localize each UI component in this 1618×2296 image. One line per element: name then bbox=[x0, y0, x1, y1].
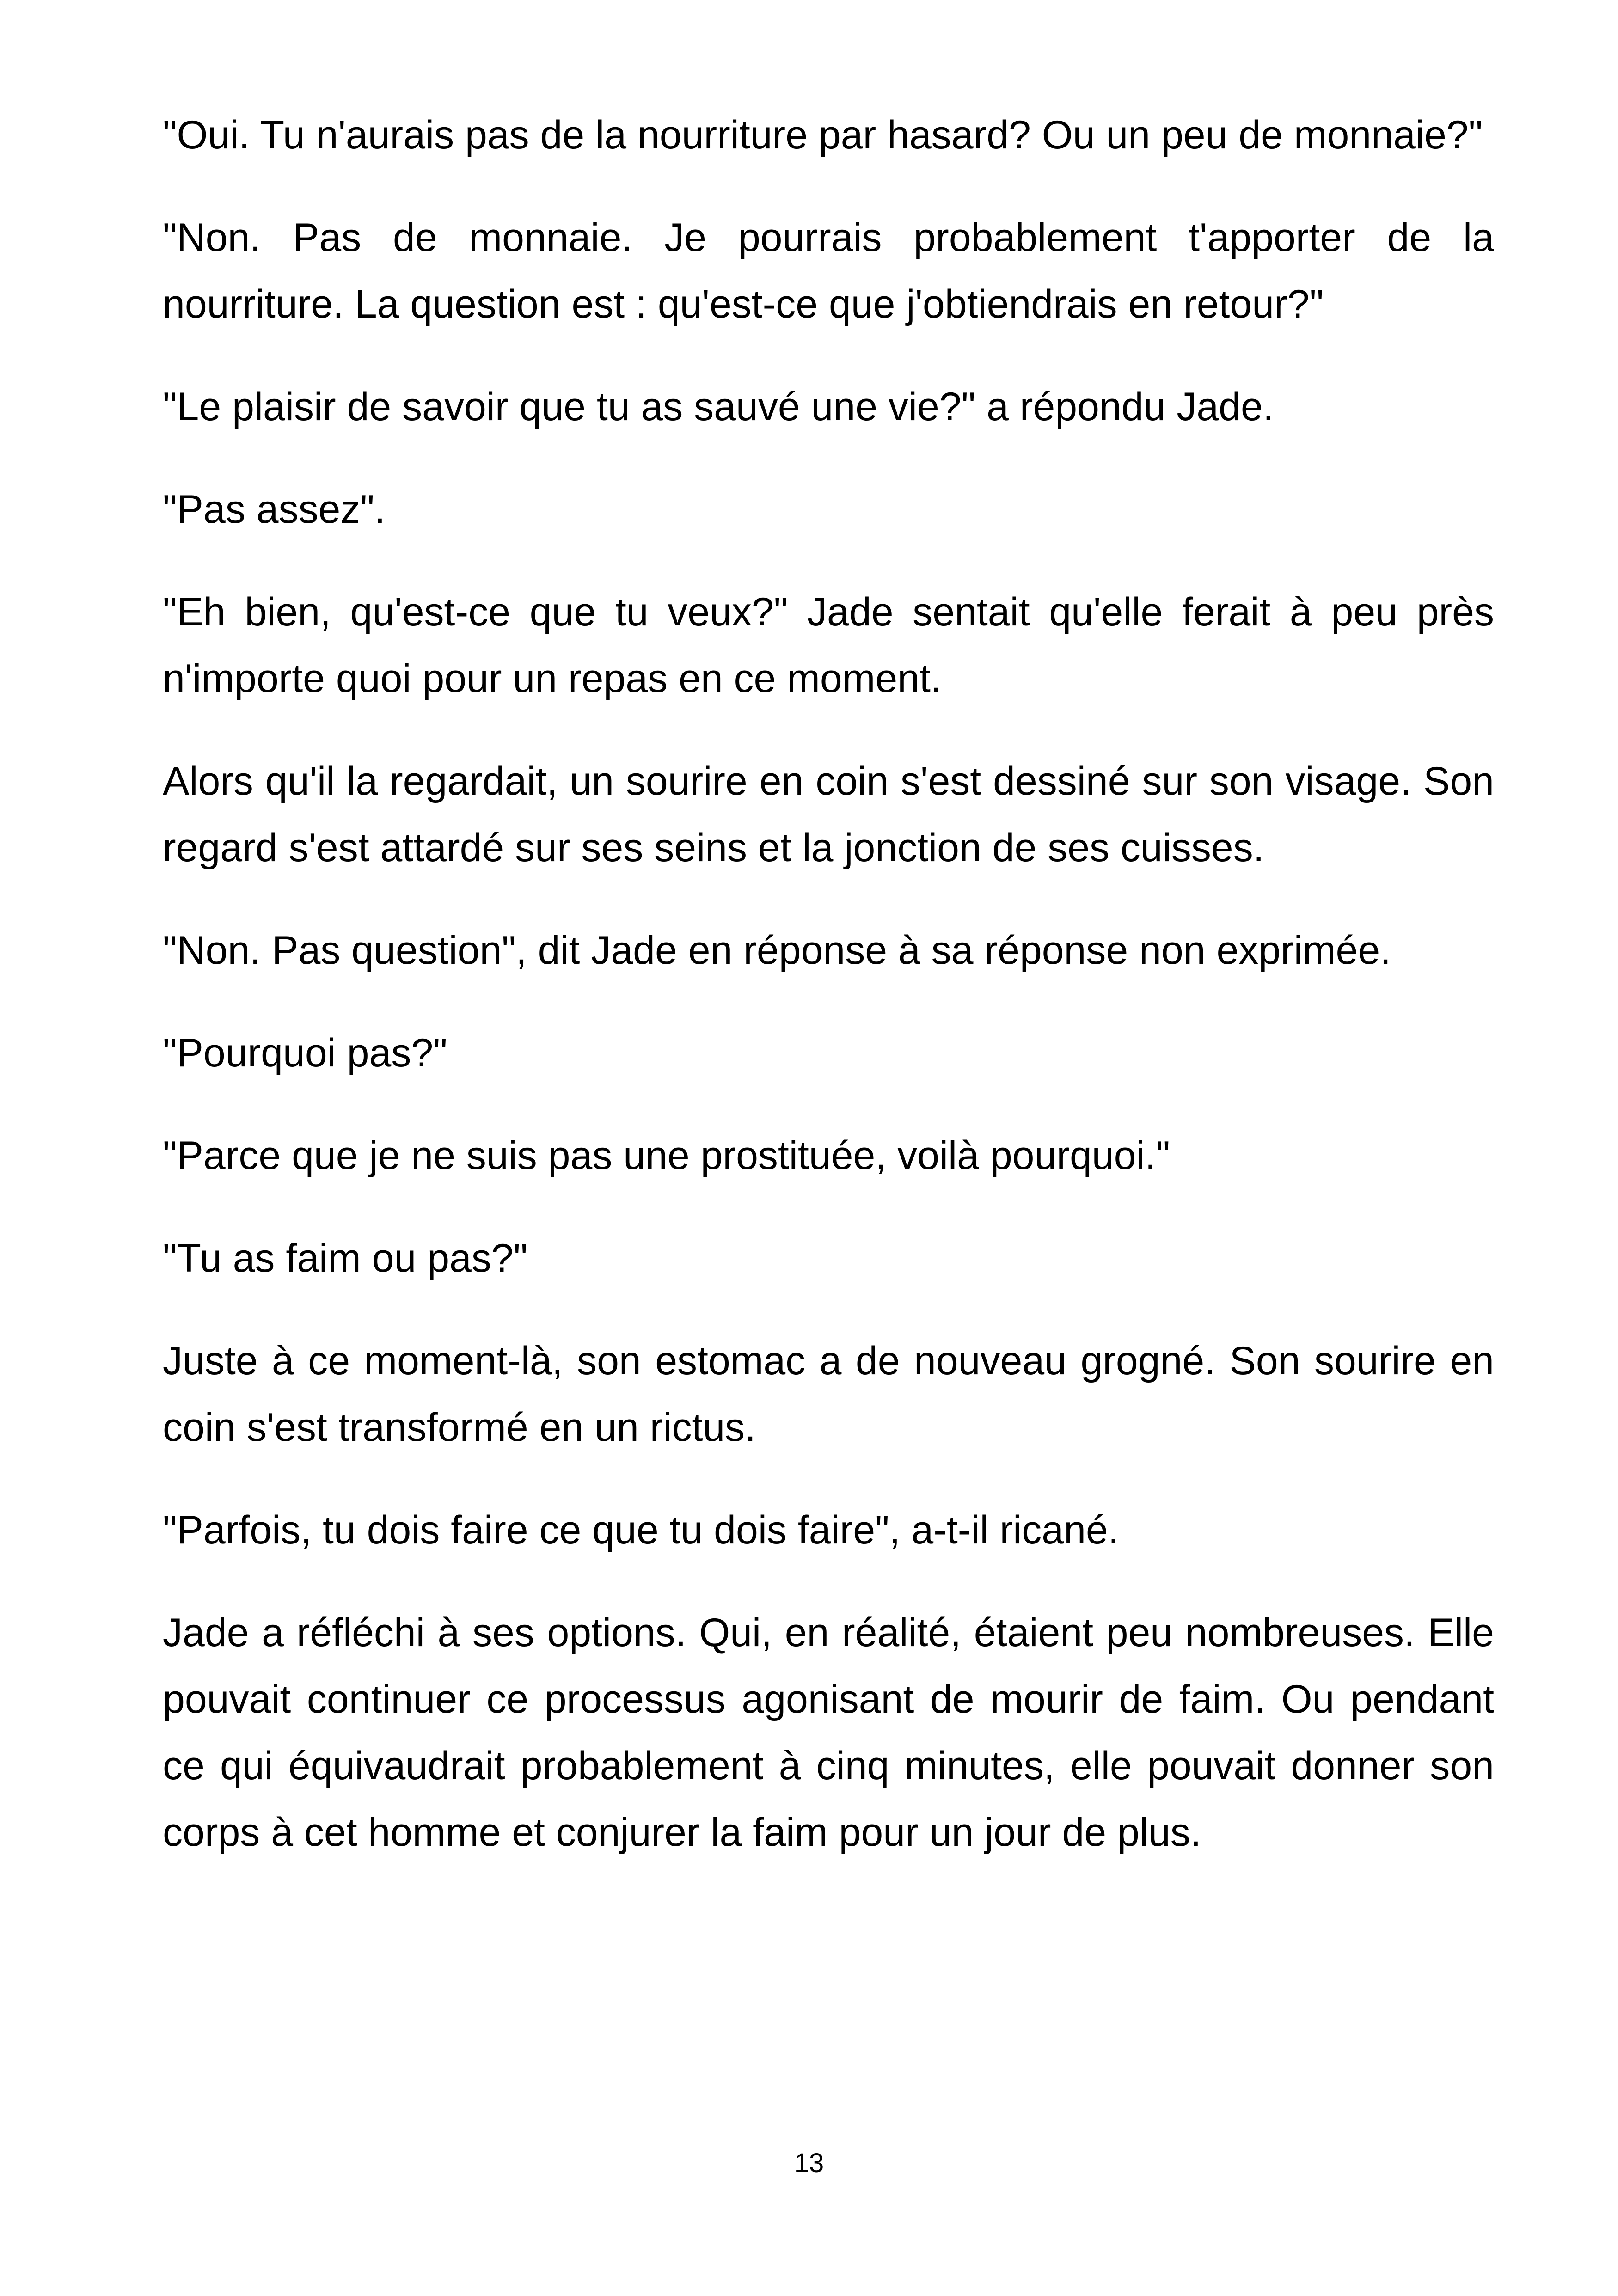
paragraph: "Tu as faim ou pas?" bbox=[163, 1236, 528, 1280]
paragraph: Jade a réfléchi à ses options. Qui, en réalité, étaient peu nombreuses. Elle pouvait continuer ce processus agonisant de mourir de faim. Ou pendant ce qui équivaudrait probablement à cinq minutes, elle pouvait donner son corps à cet homme et conjurer la faim pour un jour de plus. bbox=[163, 1610, 1494, 1855]
paragraph: "Parce que je ne suis pas une prostituée, voilà pourquoi." bbox=[163, 1133, 1170, 1178]
paragraph: Alors qu'il la regardait, un sourire en coin s'est dessiné sur son visage. Son regard s'est attardé sur ses seins et la jonction de ses cuisses. bbox=[163, 759, 1494, 870]
paragraph: "Pourquoi pas?" bbox=[163, 1031, 447, 1075]
paragraph: "Eh bien, qu'est-ce que tu veux?" Jade sentait qu'elle ferait à peu près n'importe quoi pour un repas en ce moment. bbox=[163, 590, 1494, 701]
page-number: 13 bbox=[794, 2148, 824, 2178]
paragraph: "Oui. Tu n'aurais pas de la nourriture par hasard? Ou un peu de monnaie?" bbox=[163, 113, 1483, 157]
paragraph: "Pas assez". bbox=[163, 487, 386, 532]
paragraph: "Non. Pas question", dit Jade en réponse à sa réponse non exprimée. bbox=[163, 928, 1391, 973]
paragraph: "Non. Pas de monnaie. Je pourrais probablement t'apporter de la nourriture. La question est : qu'est-ce que j'obtiendrais en retour?" bbox=[163, 215, 1494, 326]
page-body bbox=[163, 102, 1494, 1902]
paragraph: "Le plaisir de savoir que tu as sauvé une vie?" a répondu Jade. bbox=[163, 385, 1274, 429]
paragraph: Juste à ce moment-là, son estomac a de nouveau grogné. Son sourire en coin s'est transformé en un rictus. bbox=[163, 1339, 1494, 1450]
paragraph: "Parfois, tu dois faire ce que tu dois faire", a-t-il ricané. bbox=[163, 1508, 1119, 1552]
